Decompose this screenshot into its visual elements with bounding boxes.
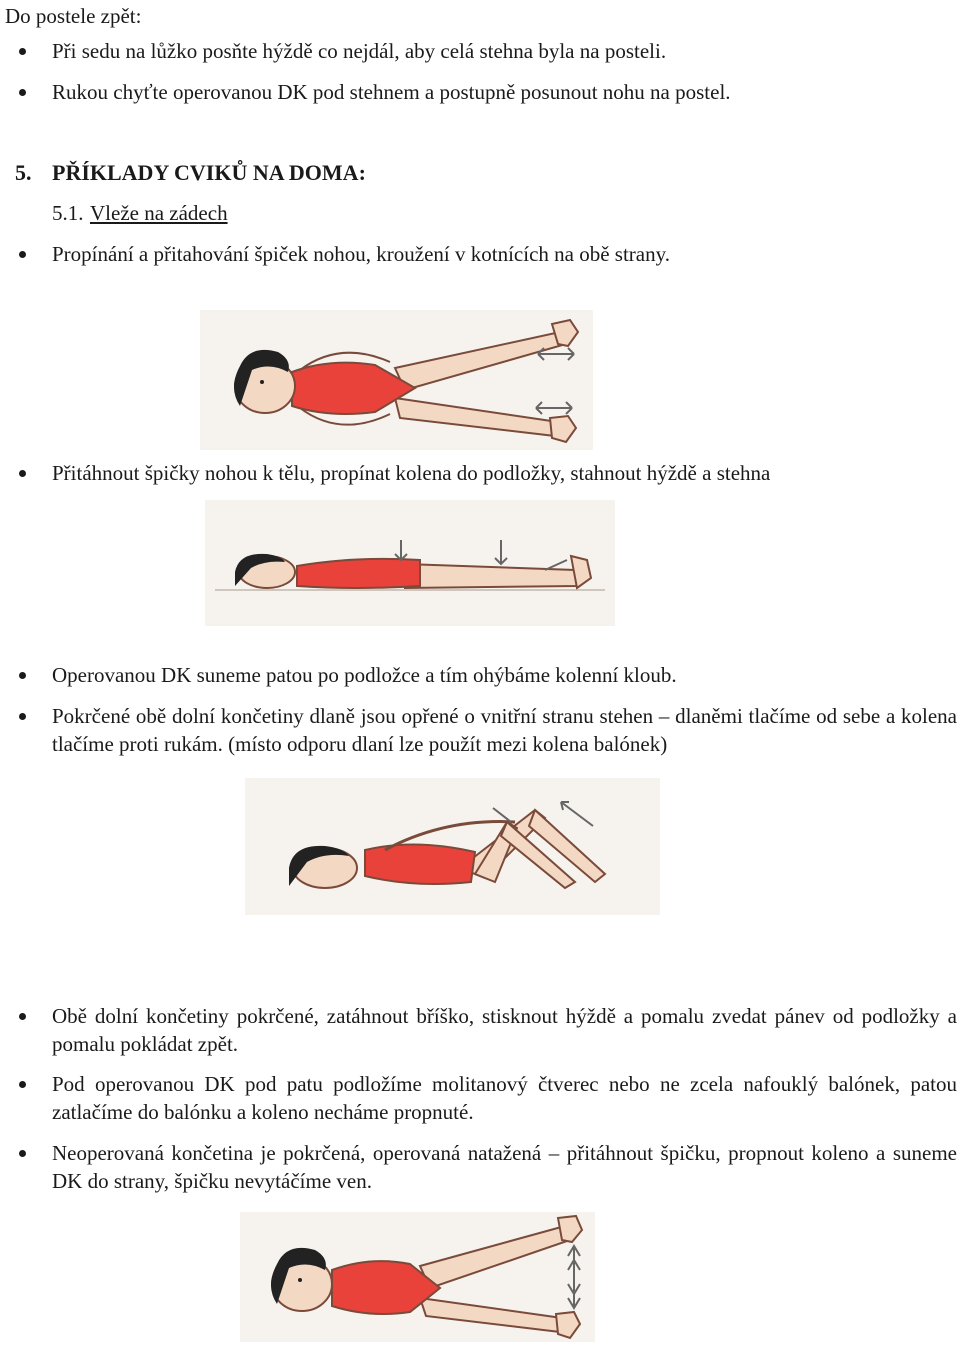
bullet-dot	[19, 251, 26, 258]
bullet-text: Rukou chyťte operovanou DK pod stehnem a postupně posunout nohu na postel.	[52, 80, 731, 104]
exercise-text: Obě dolní končetiny pokrčené, zatáhnout bříško, stisknout hýždě a pomalu zvedat pánev od podložky a pomalu pokládat zpět.	[52, 1004, 957, 1056]
bullet-dot	[19, 713, 26, 720]
lying-legs-straight-illustration	[205, 500, 615, 626]
exercise-text: Pokrčené obě dolní končetiny dlaně jsou opřené o vnitřní stranu stehen – dlaněmi tlačíme od sebe a kolena tlačíme proti rukám. (místo odporu dlaní lze použít mezi kolena balónek)	[52, 704, 957, 756]
bullet-text: Při sedu na lůžko posňte hýždě co nejdál, aby celá stehna byla na posteli.	[52, 39, 667, 63]
bullet-dot	[19, 1150, 26, 1157]
subsection-number: 5.1.	[52, 201, 84, 225]
exercise-text: Neoperovaná končetina je pokrčená, operovaná natažená – přitáhnout špičku, propnout koleno a suneme DK do strany, špičku nevytáčíme ven.	[52, 1141, 957, 1193]
bullet-dot	[19, 470, 26, 477]
exercise-text: Pod operovanou DK pod patu podložíme molitanový čtverec nebo ne zcela nafouklý balónek, patou zatlačíme do balónku a koleno necháme propnuté.	[52, 1072, 957, 1124]
bullet-dot	[19, 1081, 26, 1088]
bullet-dot	[19, 1013, 26, 1020]
lying-knees-bent-press-illustration	[245, 778, 660, 915]
exercise-text: Propínání a přitahování špiček nohou, kroužení v kotnících na obě strany.	[52, 242, 670, 266]
lying-ankle-circles-illustration	[200, 310, 593, 450]
lying-leg-abduction-illustration	[240, 1212, 595, 1342]
bullet-dot	[19, 48, 26, 55]
section-number: 5.	[15, 160, 32, 185]
exercise-text: Přitáhnout špičky nohou k tělu, propínat kolena do podložky, stahnout hýždě a stehna	[52, 461, 771, 485]
section-title: PŘÍKLADY CVIKŮ NA DOMA:	[52, 160, 366, 185]
bullet-dot	[19, 89, 26, 96]
heading-return-to-bed: Do postele zpět:	[5, 4, 142, 28]
subsection-title: Vleže na zádech	[90, 201, 228, 225]
bullet-dot	[19, 672, 26, 679]
exercise-text: Operovanou DK suneme patou po podložce a tím ohýbáme kolenní kloub.	[52, 663, 677, 687]
